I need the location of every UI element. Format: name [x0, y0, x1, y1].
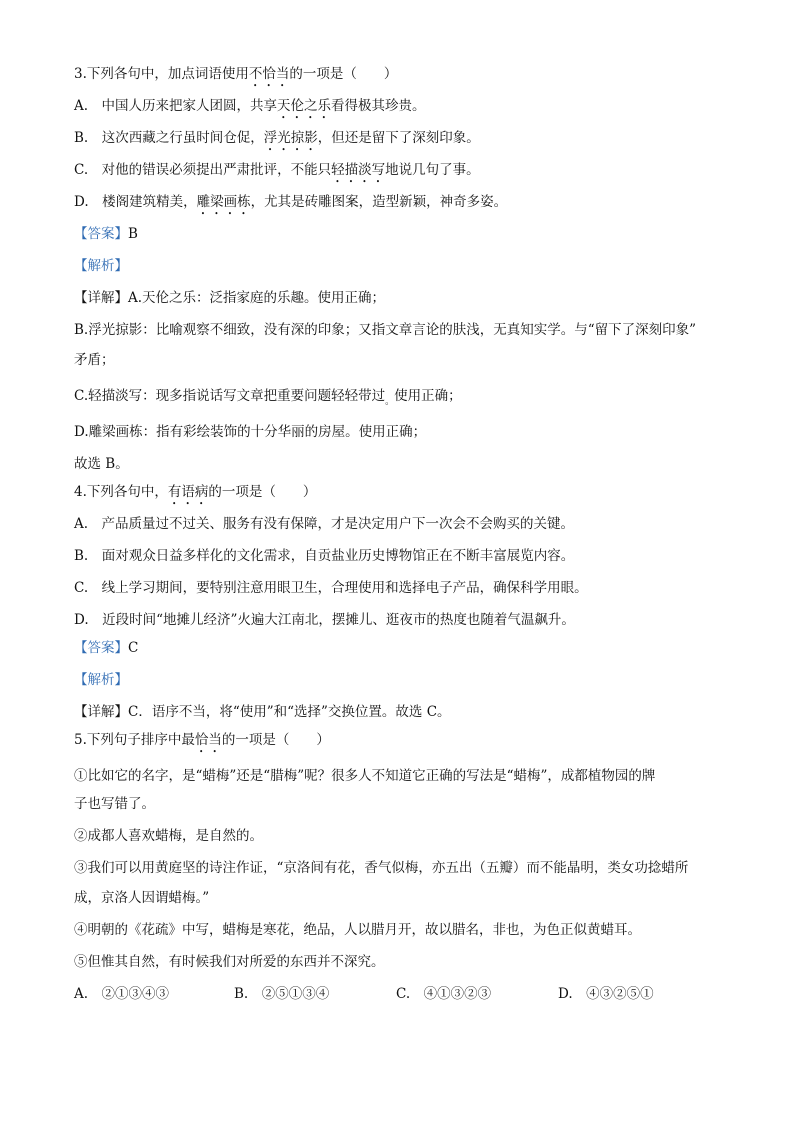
- q5-sentence-1-cont: 子也写错了。: [74, 796, 155, 812]
- q4-answer: [74, 638, 733, 658]
- q3-detail-b: B.浮光掠影：比喻观察不细致，没有深的印象；又指文章言论的肤浅，无真知实学。与“留下了深刻印象”: [74, 322, 697, 338]
- detail-text-end: 使用正确；: [394, 388, 462, 404]
- q3-option-a-marked-word: 天伦之乐: [277, 98, 332, 114]
- q3-stem-text: 3.下列各句中，加点词语使用: [74, 66, 249, 82]
- q4-option-a: A. 产品质量过不过关、服务有没有保障，才是决定用户下一次会不会购买的关键。: [74, 516, 575, 532]
- q4-stem-text-end: 的一项是（ ）: [208, 484, 317, 500]
- q4-option-b: B. 面对观众日益多样化的文化需求，自贡盐业历史博物馆正在不断丰富展览内容。: [74, 548, 575, 564]
- detail-punct: 。: [385, 397, 395, 407]
- q3-option-d-text: D. 楼阁建筑精美，: [74, 194, 197, 210]
- q5-option-d: D. ④③②⑤①: [558, 986, 654, 1002]
- q3-detail-a: [74, 288, 733, 308]
- detail-tag: 【详解】: [74, 290, 128, 306]
- q5-sentence-3: ③我们可以用黄庭坚的诗注作证，“京洛间有花，香气似梅，亦五出（五瓣）而不能晶明，类女功捻蜡所: [74, 860, 689, 876]
- q3-option-a-text-end: 看得极其珍贵。: [331, 98, 426, 114]
- detail-text: C．语序不当，将“使用”和“选择”交换位置。故选 C。: [128, 704, 451, 720]
- q5-sentence-1: ①比如它的名字，是“蜡梅”还是“腊梅”呢？很多人不知道它正确的写法是“蜡梅”，成都植物园的牌: [74, 768, 656, 784]
- q4-stem-emphasis: 有语病: [167, 484, 209, 500]
- q3-stem-text-end: 的一项是（ ）: [289, 66, 398, 82]
- q3-option-b-text-end: ，但还是留下了深刻印象。: [317, 130, 480, 146]
- answer-tag: 【答案】: [74, 226, 128, 242]
- q3-option-c-marked-word: 轻描淡写: [331, 162, 386, 178]
- q3-option-c-text-end: 地说几句了事。: [385, 162, 480, 178]
- q3-option-d-marked-word: 雕梁画栋: [196, 194, 251, 210]
- q5-option-a: A. ②①③④③: [74, 986, 170, 1002]
- detail-text: A.天伦之乐：泛指家庭的乐趣。使用正确；: [128, 290, 386, 306]
- analysis-tag: 【解析】: [74, 258, 128, 274]
- q5-sentence-5: ⑤但惟其自然，有时候我们对所爱的东西并不深究。: [74, 954, 385, 970]
- q4-analysis-heading: [74, 670, 733, 690]
- q4-detail: [74, 702, 733, 722]
- q5-sentence-4: ④明朝的《花疏》中写，蜡梅是寒花，绝品，人以腊月开，故以腊名，非也，为色正似黄蜡耳。: [74, 922, 641, 938]
- q3-stem: [74, 64, 733, 90]
- q5-sentence-2: ②成都人喜欢蜡梅，是自然的。: [74, 828, 263, 844]
- q4-option-d: D. 近段时间“地摊儿经济”火遍大江南北，摆摊儿、逛夜市的热度也随着气温飙升。: [74, 612, 575, 628]
- q5-stem-text: 5.下列句子排序中最: [74, 732, 195, 748]
- q5-sentence-3-cont: 成，京洛人因谓蜡梅。”: [74, 890, 210, 906]
- q3-option-b-marked-word: 浮光掠影: [263, 130, 318, 146]
- detail-tag: 【详解】: [74, 704, 128, 720]
- q3-analysis-heading: [74, 256, 733, 276]
- q3-answer: [74, 224, 733, 244]
- analysis-tag: 【解析】: [74, 672, 128, 688]
- q3-detail-b-cont: 矛盾；: [74, 352, 115, 368]
- q4-option-c: C. 线上学习期间，要特别注意用眼卫生，合理使用和选择电子产品，确保科学用眼。: [74, 580, 588, 596]
- q3-option-d: [74, 192, 733, 218]
- q4-stem-text: 4.下列各句中，: [74, 484, 168, 500]
- q3-option-b: [74, 128, 733, 154]
- q3-conclusion: 故选 B。: [74, 456, 129, 472]
- answer-tag: 【答案】: [74, 640, 128, 656]
- q4-stem: [74, 482, 733, 508]
- q3-option-a-text: A. 中国人历来把家人团圆，共享: [74, 98, 278, 114]
- q3-option-c-text: C. 对他的错误必须提出严肃批评，不能只: [74, 162, 332, 178]
- q5-stem-emphasis: 恰当: [194, 732, 222, 748]
- detail-text: C.轻描淡写：现多指说话写文章把重要问题轻轻带过: [74, 388, 386, 404]
- q3-option-b-text: B. 这次西藏之行虽时间仓促，: [74, 130, 264, 146]
- q3-detail-d: D.雕梁画栋：指有彩绘装饰的十分华丽的房屋。使用正确；: [74, 424, 427, 440]
- q3-option-a: [74, 96, 733, 122]
- q3-option-d-text-end: ，尤其是砖雕图案，造型新颖，神奇多姿。: [250, 194, 508, 210]
- q3-option-c: [74, 160, 733, 186]
- answer-value: C: [128, 640, 139, 656]
- q5-stem-text-end: 的一项是（ ）: [221, 732, 330, 748]
- q5-stem: [74, 730, 733, 756]
- q3-stem-emphasis: 不恰当: [248, 66, 290, 82]
- q5-option-b: B. ②⑤①③④: [234, 986, 330, 1002]
- q3-detail-c: [74, 386, 733, 412]
- q5-option-c: C. ④①③②③: [396, 986, 492, 1002]
- answer-value: B: [128, 226, 138, 242]
